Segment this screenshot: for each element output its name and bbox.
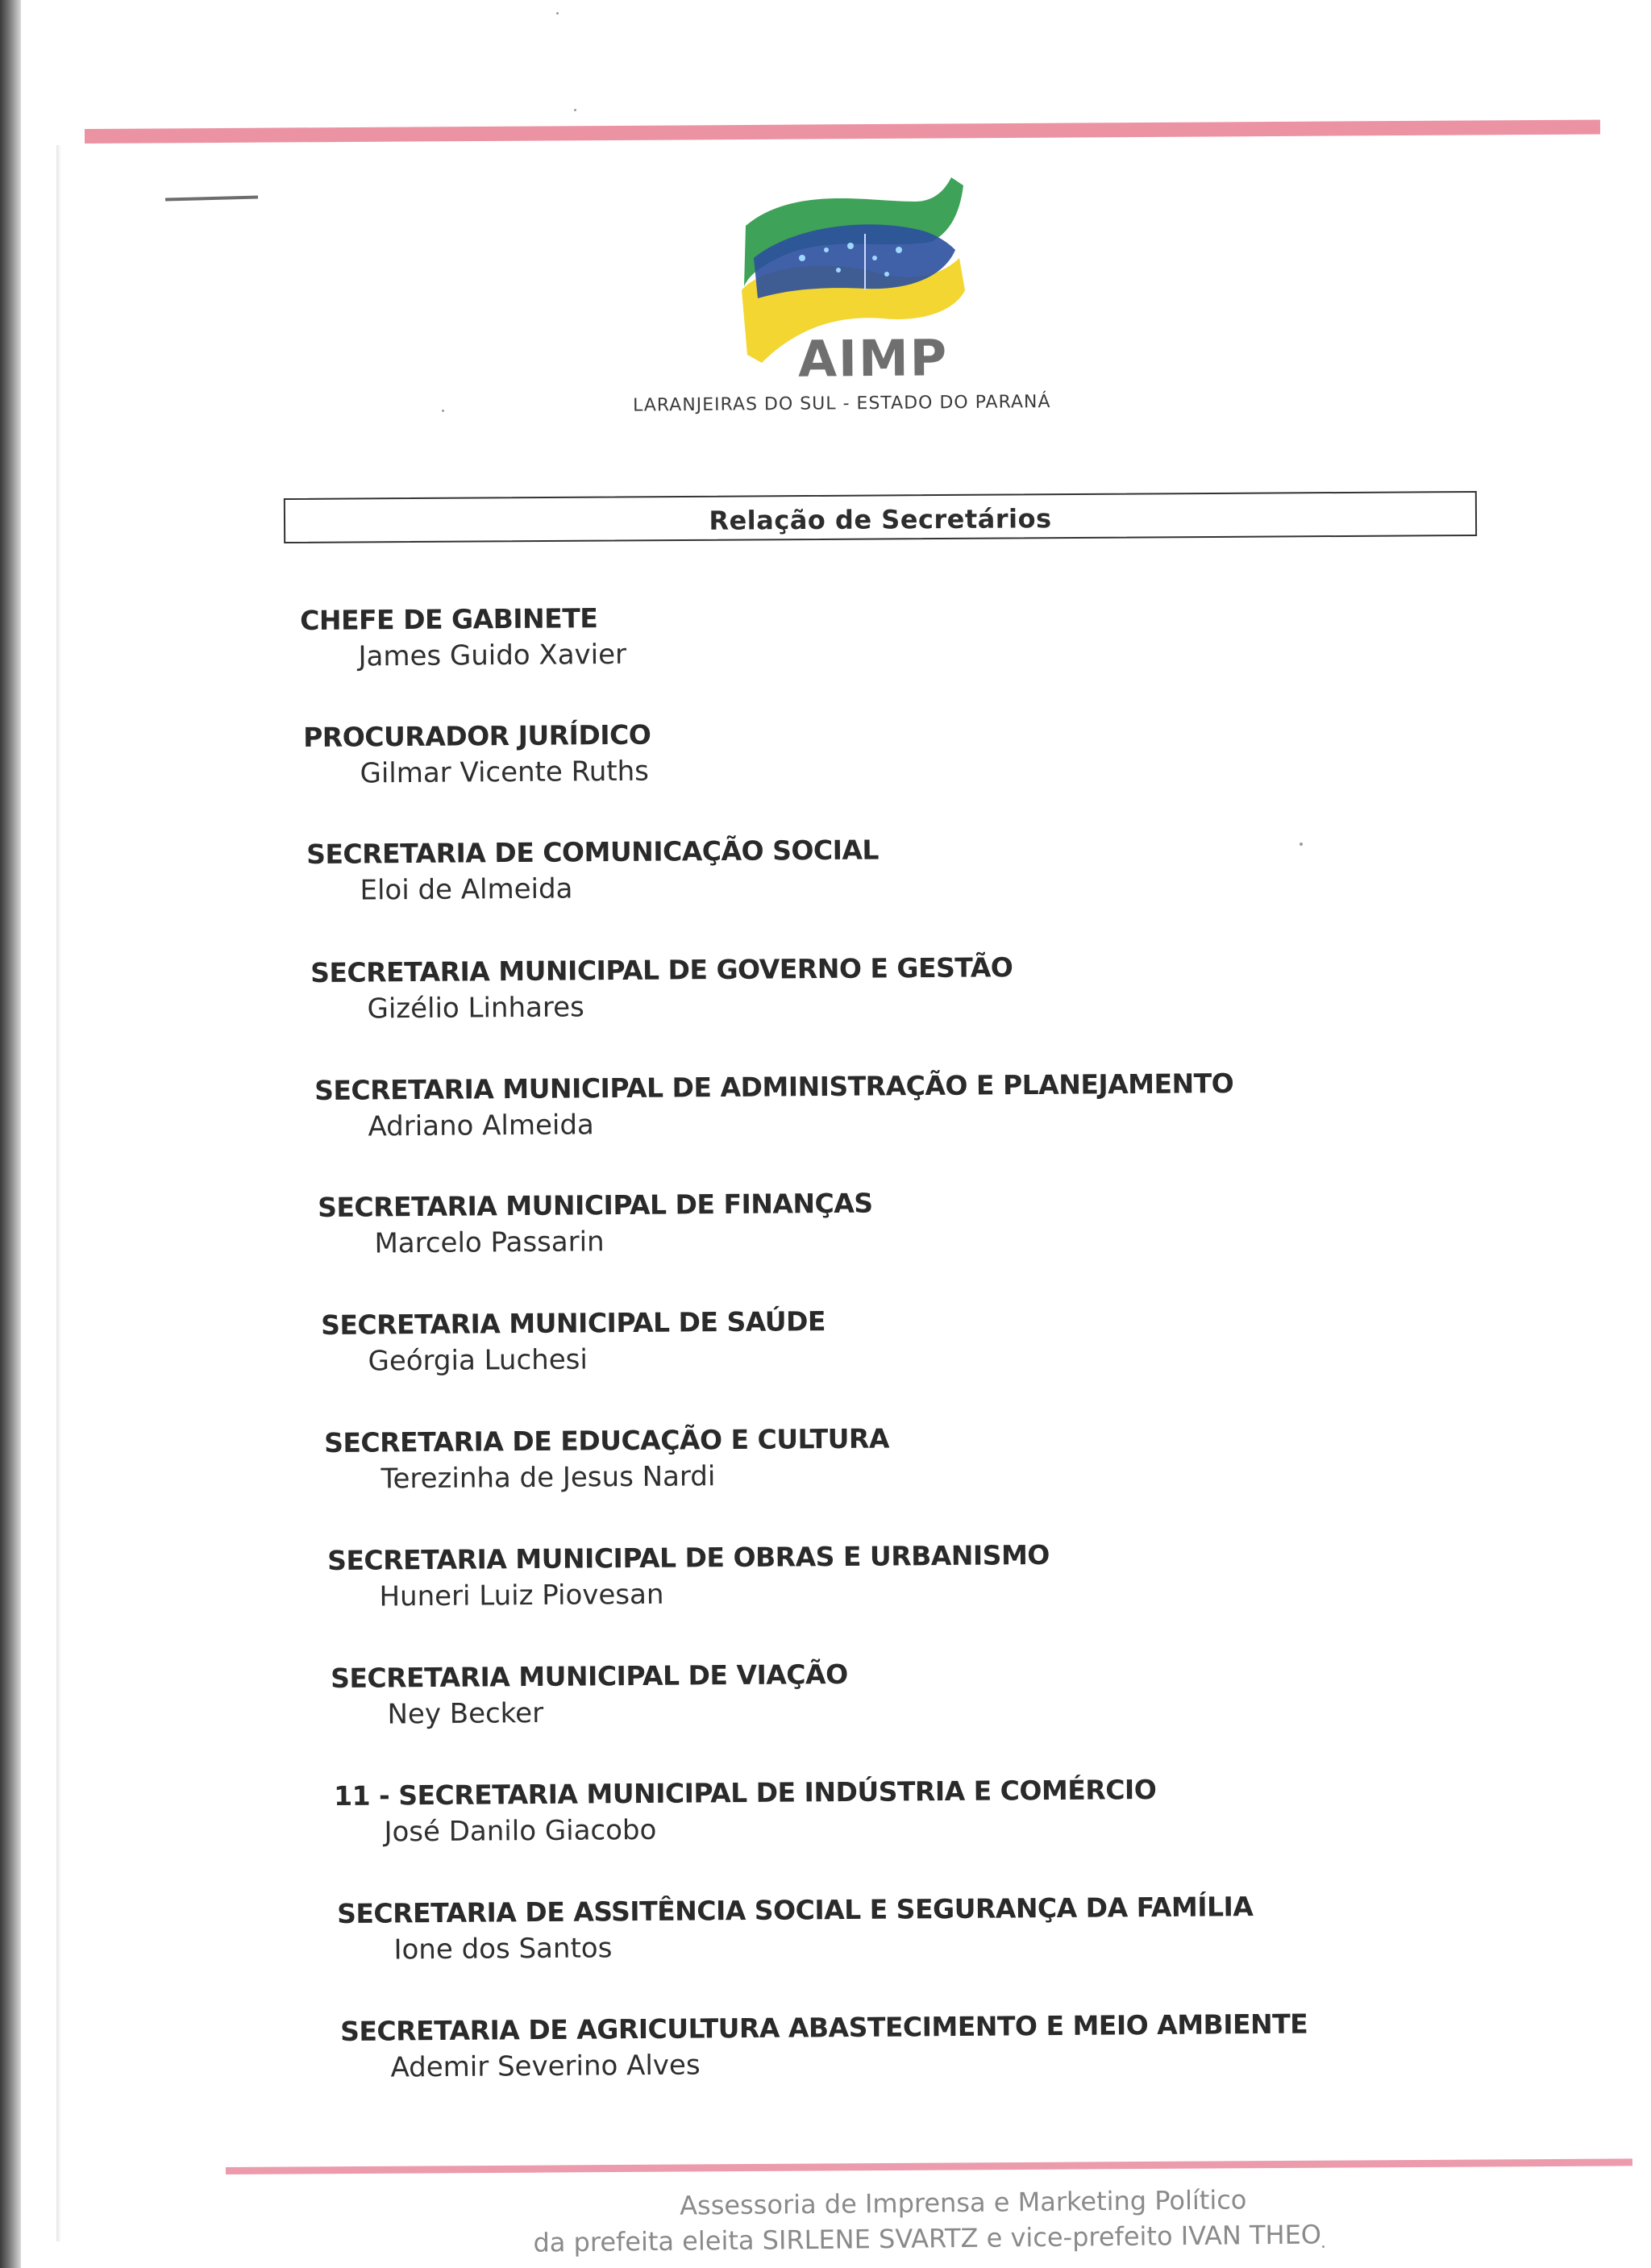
person-name: James Guido Xavier — [358, 638, 627, 673]
list-item — [300, 602, 626, 673]
scan-speck — [442, 410, 444, 412]
role-title: SECRETARIA MUNICIPAL DE SAÚDE — [321, 1305, 826, 1341]
page-title: Relação de Secretários — [709, 503, 1052, 536]
role-title: PROCURADOR JURÍDICO — [303, 718, 651, 753]
list-item — [327, 1539, 1050, 1613]
scan-speck — [574, 109, 576, 111]
list-item — [340, 2008, 1308, 2084]
role-title: SECRETARIA MUNICIPAL DE VIAÇÃO — [331, 1658, 848, 1694]
role-title: SECRETARIA MUNICIPAL DE GOVERNO E GESTÃO — [310, 951, 1013, 988]
footer-line-2: da prefeita eleita SIRLENE SVARTZ e vice-prefeito IVAN THEO — [533, 2219, 1322, 2258]
list-item — [321, 1305, 826, 1378]
list-item — [306, 834, 880, 907]
role-title: SECRETARIA DE EDUCAÇÃO E CULTURA — [324, 1422, 890, 1459]
list-item — [318, 1188, 873, 1260]
role-title: SECRETARIA DE AGRICULTURA ABASTECIMENTO E MEIO AMBIENTE — [340, 2008, 1308, 2047]
person-name: Huneri Luiz Piovesan — [379, 1578, 664, 1613]
logo-wordmark: AIMP — [797, 328, 949, 389]
role-title: 11 - SECRETARIA MUNICIPAL DE INDÚSTRIA E COMÉRCIO — [334, 1773, 1157, 1812]
person-name: Terezinha de Jesus Nardi — [381, 1460, 716, 1496]
list-item — [310, 951, 1013, 1026]
logo-caption: LARANJEIRAS DO SUL - ESTADO DO PARANÁ — [632, 392, 1051, 416]
person-name: Gilmar Vicente Ruths — [360, 755, 650, 790]
list-item — [324, 1422, 889, 1496]
list-item — [331, 1658, 848, 1731]
person-name: Eloi de Almeida — [360, 872, 573, 907]
list-item — [314, 1067, 1234, 1143]
person-name: Ney Becker — [387, 1696, 544, 1731]
footer — [533, 2181, 1367, 2260]
person-name: Ademir Severino Alves — [390, 2049, 701, 2084]
list-item — [303, 719, 651, 790]
role-title: CHEFE DE GABINETE — [300, 602, 598, 636]
role-title: SECRETARIA MUNICIPAL DE ADMINISTRAÇÃO E PLANEJAMENTO — [314, 1067, 1234, 1106]
person-name: Ione dos Santos — [393, 1932, 613, 1966]
role-title: SECRETARIA DE ASSITÊNCIA SOCIAL E SEGURANÇA DA FAMÍLIA — [337, 1891, 1254, 1929]
scan-speck — [1300, 843, 1303, 846]
list-item — [334, 1774, 1157, 1849]
role-title: SECRETARIA DE COMUNICAÇÃO SOCIAL — [306, 834, 880, 870]
role-title: SECRETARIA MUNICIPAL DE FINANÇAS — [318, 1187, 873, 1223]
scan-speck — [1322, 2245, 1325, 2248]
person-name: Marcelo Passarin — [374, 1226, 605, 1260]
person-name: José Danilo Giacobo — [384, 1813, 657, 1849]
list-item — [337, 1891, 1254, 1966]
person-name: Geórgia Luchesi — [368, 1343, 588, 1378]
footer-line-1: Assessoria de Imprensa e Marketing Político — [679, 2184, 1247, 2221]
role-title: SECRETARIA MUNICIPAL DE OBRAS E URBANISMO — [327, 1538, 1050, 1576]
person-name: Adriano Almeida — [368, 1109, 594, 1143]
person-name: Gizélio Linhares — [367, 991, 584, 1026]
scan-speck — [556, 12, 559, 15]
